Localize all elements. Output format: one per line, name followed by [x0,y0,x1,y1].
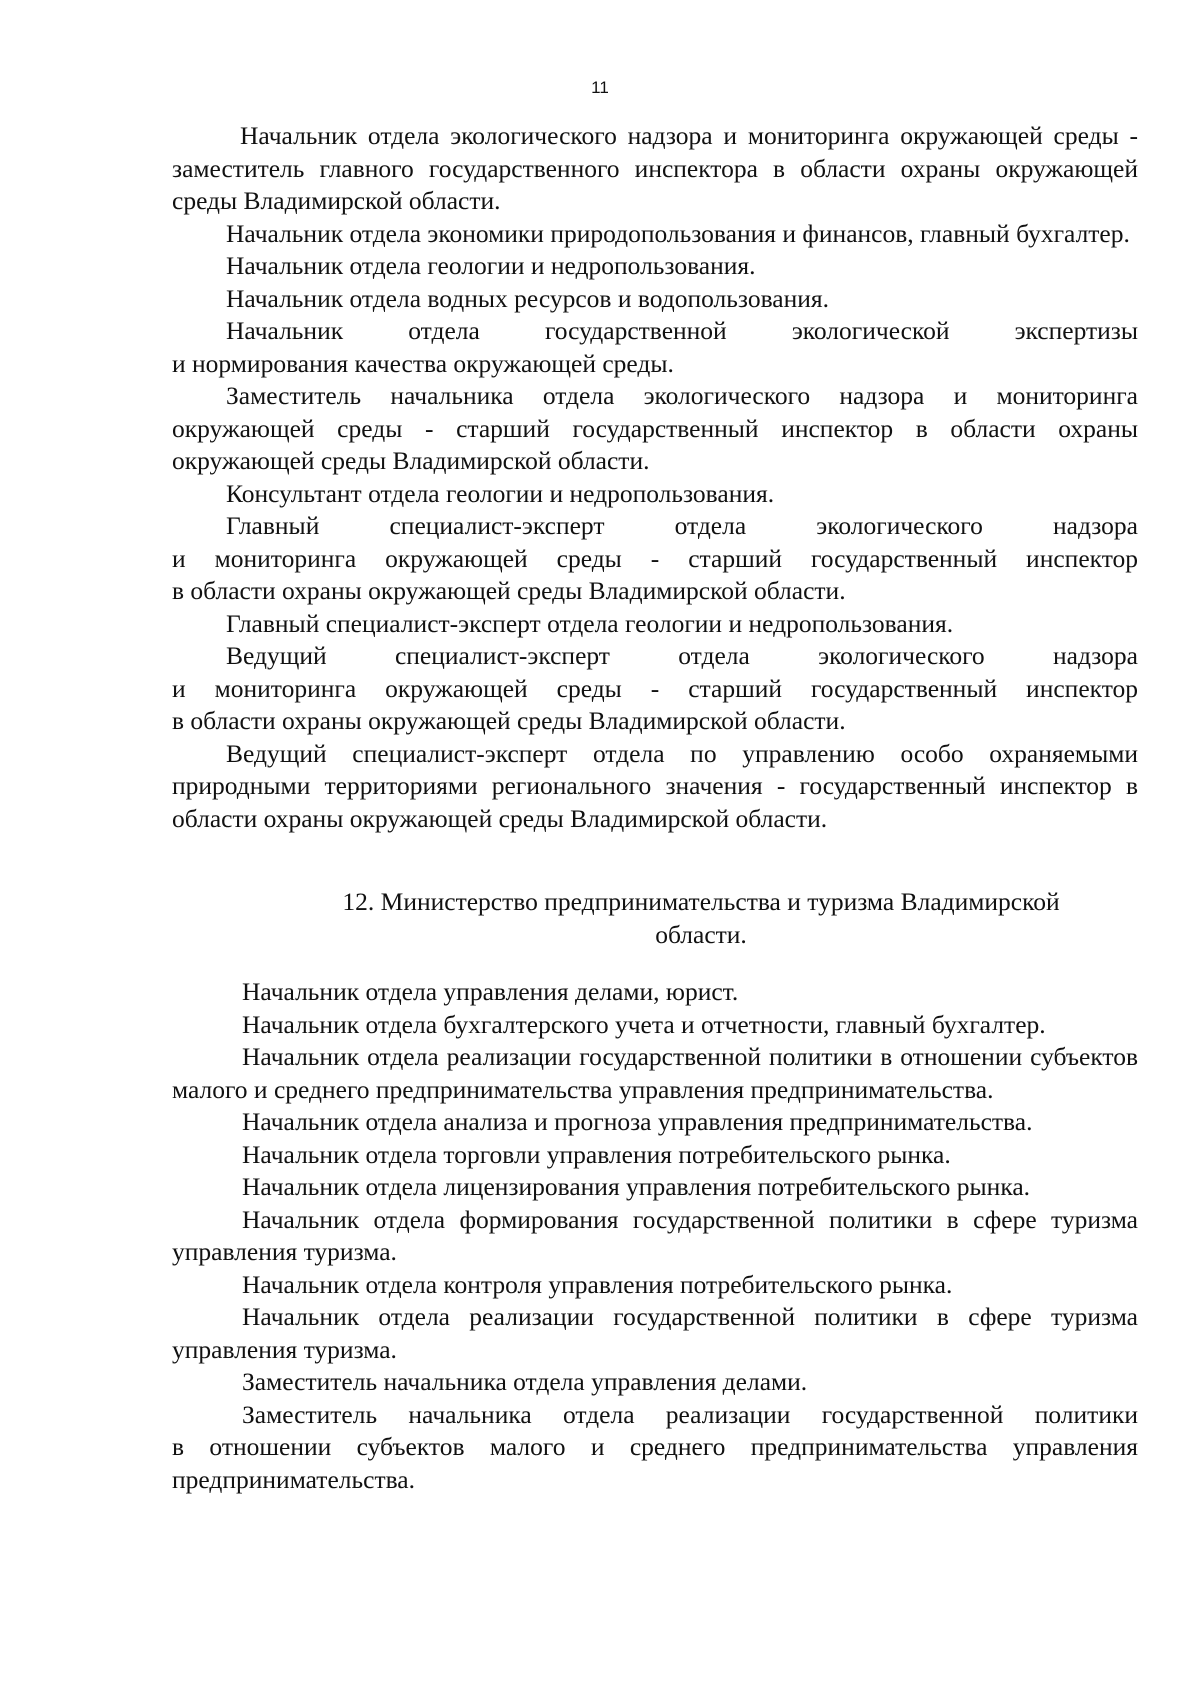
paragraph: Начальник отдела реализации государственной политики в отношении субъектов малого и среднего предпринимательства управления предпринимательства. [172,1042,1138,1104]
paragraph: Начальник отдела государственной экологической экспертизы [226,316,1138,345]
paragraph: Консультант отдела геологии и недропользования. [226,478,775,508]
paragraph: Начальник отдела бухгалтерского учета и отчетности, главный бухгалтер. [242,1009,1046,1039]
page-number: 11 [591,78,609,97]
section-heading-line: области. [655,919,747,949]
position-list-section-11 [172,120,1138,835]
paragraph: Заместитель начальника отдела управления делами. [242,1367,808,1396]
section-heading-line: 12. Министерство предпринимательства и туризма Владимирской [342,887,1060,916]
paragraph: Начальник отдела экологического надзора и мониторинга окружающей среды - заместитель главного государственного инспектора в области охраны окружающей среды Владимирской области. [172,121,1138,215]
paragraph: Главный специалист-эксперт отдела экологического надзора [226,511,1138,540]
paragraph: Заместитель начальника отдела экологического надзора и мониторинга окружающей среды - старший государственный инспектор в области охраны окружающей среды Владимирской области. [172,381,1138,475]
paragraph: Начальник отдела лицензирования управления потребительского рынка. [242,1172,1031,1201]
paragraph: Ведущий специалист-эксперт отдела по управлению особо охраняемыми природными территориями регионального значения - государственный инспектор в области охраны окружающей среды Владимирской области. [172,738,1138,833]
position-list-section-12 [172,976,1138,1496]
paragraph: Начальник отдела реализации государственной политики в сфере туризма управления туризма. [172,1302,1138,1364]
paragraph: Начальник отдела управления делами, юрист. [242,977,739,1006]
paragraph: Начальник отдела водных ресурсов и водопользования. [226,283,829,313]
paragraph: Начальник отдела формирования государственной политики в сфере туризма управления туризма. [172,1204,1138,1266]
paragraph: в отношении субъектов малого и среднего предпринимательства управления предпринимательства. [172,1432,1138,1494]
paragraph: в области охраны окружающей среды Владимирской области. [172,576,846,605]
paragraph: и нормирования качества окружающей среды. [172,348,674,378]
paragraph: Начальник отдела геологии и недропользования. [226,251,756,280]
paragraph: и мониторинга окружающей среды - старший государственный инспектор [172,543,1138,573]
paragraph: Начальник отдела торговли управления потребительского рынка. [242,1139,951,1169]
paragraph: в области охраны окружающей среды Владимирской области. [172,706,846,735]
paragraph: Ведущий специалист-эксперт отдела экологического надзора [226,641,1138,670]
paragraph: Начальник отдела анализа и прогноза управления предпринимательства. [242,1107,1033,1136]
paragraph: Начальник отдела экономики природопользования и финансов, главный бухгалтер. [226,218,1130,248]
paragraph: и мониторинга окружающей среды - старший государственный инспектор [172,673,1138,703]
paragraph: Заместитель начальника отдела реализации государственной политики [242,1399,1138,1429]
paragraph: Начальник отдела контроля управления потребительского рынка. [242,1269,953,1299]
paragraph: Главный специалист-эксперт отдела геологии и недропользования. [226,608,954,638]
section-heading [286,886,1116,951]
